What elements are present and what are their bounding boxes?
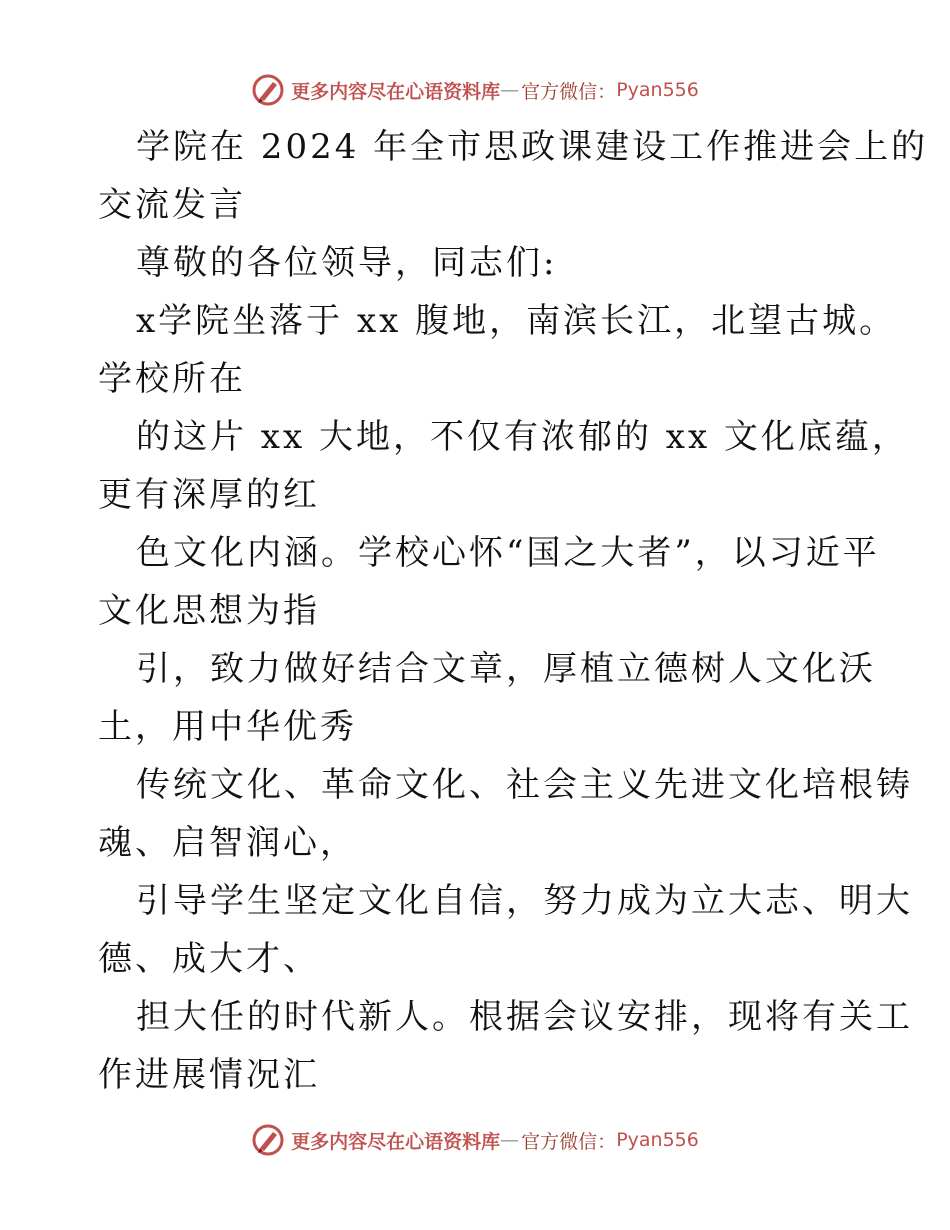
document-line: 土，用中华优秀 (98, 707, 357, 747)
document-line: 传统文化、革命文化、社会主义先进文化培根铸 (136, 765, 913, 805)
document-line: 交流发言 (98, 185, 246, 225)
document-line: 作进展情况汇 (98, 1055, 320, 1095)
document-line: 的这片 xx 大地，不仅有浓郁的 xx 文化底蕴， (136, 417, 909, 457)
banner-main-text: 更多内容尽在心语资料库 (291, 80, 501, 103)
document-line: x学院坐落于 xx 腹地，南滨长江，北望古城。 (136, 301, 897, 341)
document-line: 引导学生坚定文化自信，努力成为立大志、明大 (136, 881, 913, 921)
banner-wechat-id: Pyan556 (616, 1129, 699, 1151)
pen-logo-icon (251, 1123, 285, 1157)
banner-main-text: 更多内容尽在心语资料库 (291, 1130, 501, 1153)
banner-colon: ： (597, 1130, 617, 1153)
document-line: 担大任的时代新人。根据会议安排，现将有关工 (136, 997, 913, 1037)
footer-watermark-banner (0, 1120, 950, 1160)
document-line: 学校所在 (98, 359, 246, 399)
document-line: 学院在 2024 年全市思政课建设工作推进会上的 (136, 127, 929, 167)
banner-colon: ： (597, 80, 617, 103)
banner-dash: — (500, 1129, 520, 1151)
pen-logo-icon (251, 73, 285, 107)
document-line: 德、成大才、 (98, 939, 320, 979)
document-line: 文化思想为指 (98, 591, 320, 631)
document-line: 尊敬的各位领导，同志们: (136, 243, 558, 283)
header-watermark-banner (0, 70, 950, 110)
banner-sub-text: 官方微信 (521, 80, 598, 103)
banner-sub-text: 官方微信 (521, 1130, 598, 1153)
document-line: 魂、启智润心， (98, 823, 357, 863)
banner-wechat-id: Pyan556 (616, 79, 699, 101)
document-line: 引，致力做好结合文章，厚植立德树人文化沃 (136, 649, 876, 689)
document-body (98, 118, 929, 1104)
banner-dash: — (500, 79, 520, 101)
document-line: 色文化内涵。学校心怀“国之大者”，以习近平 (136, 533, 880, 573)
document-line: 更有深厚的红 (98, 475, 320, 515)
